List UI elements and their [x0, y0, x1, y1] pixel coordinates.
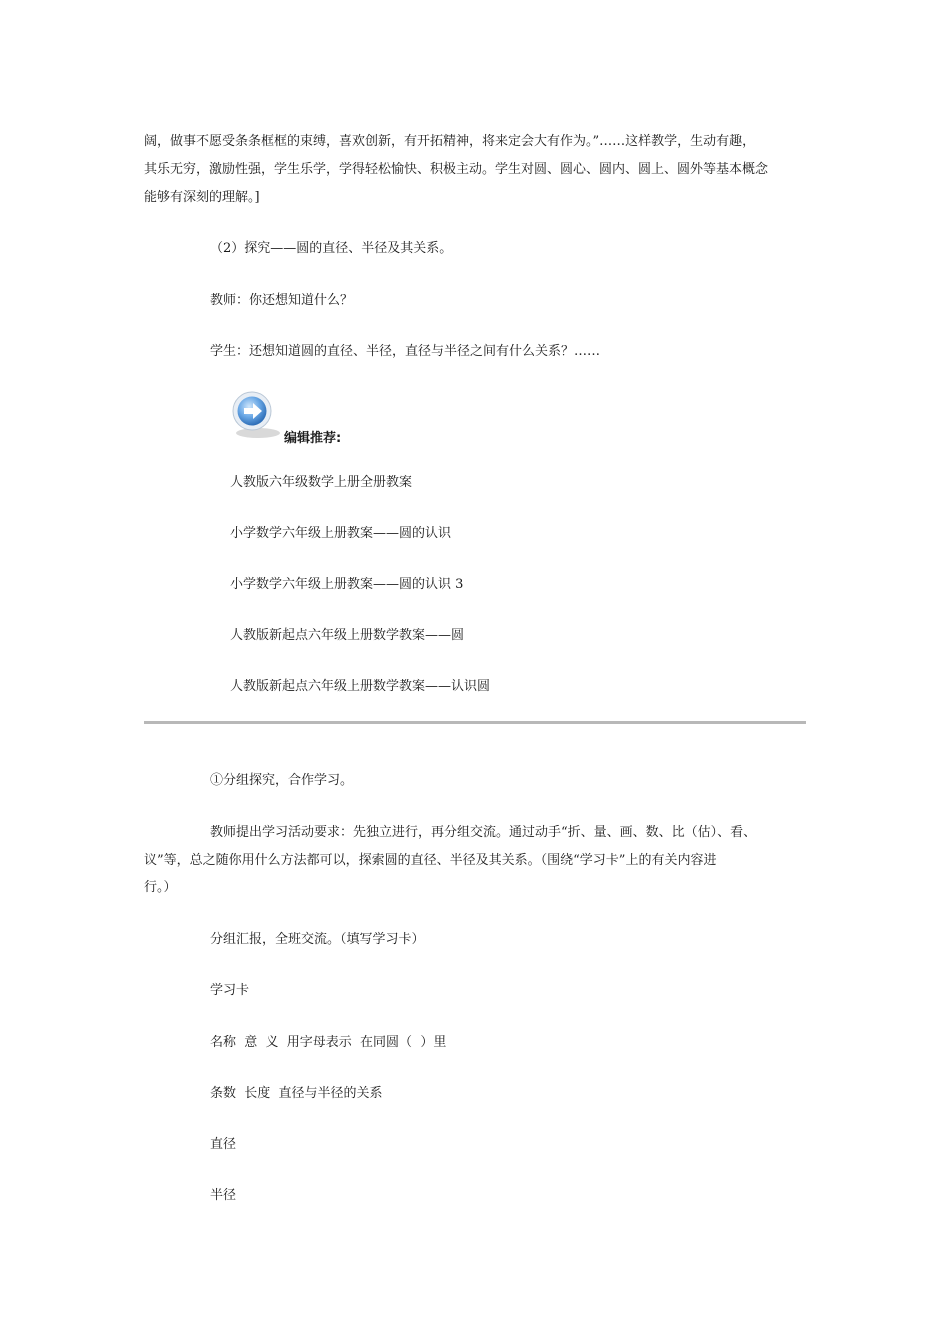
card-title: 学习卡 [210, 983, 250, 998]
section-heading: （2）探究——圆的直径、半径及其关系。 [210, 241, 453, 256]
teacher-line: 教师：你还想知道什么？ [210, 293, 354, 308]
card-row-diameter: 直径 [210, 1137, 237, 1152]
paragraph-line: 能够有深刻的理解。] [144, 190, 260, 205]
card-header-row: 名称 意 义 用字母表示 在同圆（ ）里 [210, 1035, 447, 1050]
recommend-title: 编辑推荐: [284, 431, 342, 446]
recommend-link[interactable]: 人教版新起点六年级上册数学教案——认识圆 [230, 679, 491, 694]
recommend-link[interactable]: 人教版新起点六年级上册数学教案——圆 [230, 628, 465, 643]
group-explore-line: ①分组探究，合作学习。 [210, 773, 354, 788]
divider [144, 721, 806, 724]
recommend-link[interactable]: 小学数学六年级上册教案——圆的认识 [230, 526, 452, 541]
student-line: 学生：还想知道圆的直径、半径，直径与半径之间有什么关系？…… [210, 344, 601, 359]
card-header-row: 条数 长度 直径与半径的关系 [210, 1086, 383, 1101]
paragraph-line: 教师提出学习活动要求：先独立进行，再分组交流。通过动手“折、量、画、数、比（估）、看、 [210, 825, 757, 840]
paragraph-line: 行。） [144, 880, 177, 895]
report-line: 分组汇报，全班交流。（填写学习卡） [210, 932, 425, 947]
arrow-right-circle-icon [228, 389, 284, 441]
card-row-radius: 半径 [210, 1188, 237, 1203]
paragraph-line: 其乐无穷，激励性强，学生乐学，学得轻松愉快、积极主动。学生对圆、圆心、圆内、圆上、圆外等基本概念 [144, 162, 769, 177]
paragraph-line: 阔，做事不愿受条条框框的束缚，喜欢创新，有开拓精神，将来定会大有作为。”……这样教学，生动有趣， [144, 134, 756, 149]
recommend-link[interactable]: 人教版六年级数学上册全册教案 [230, 475, 413, 490]
paragraph-line: 议”等，总之随你用什么方法都可以，探索圆的直径、半径及其关系。（围绕“学习卡”上的有关内容进 [144, 853, 717, 868]
recommend-link[interactable]: 小学数学六年级上册教案——圆的认识 3 [230, 577, 464, 592]
